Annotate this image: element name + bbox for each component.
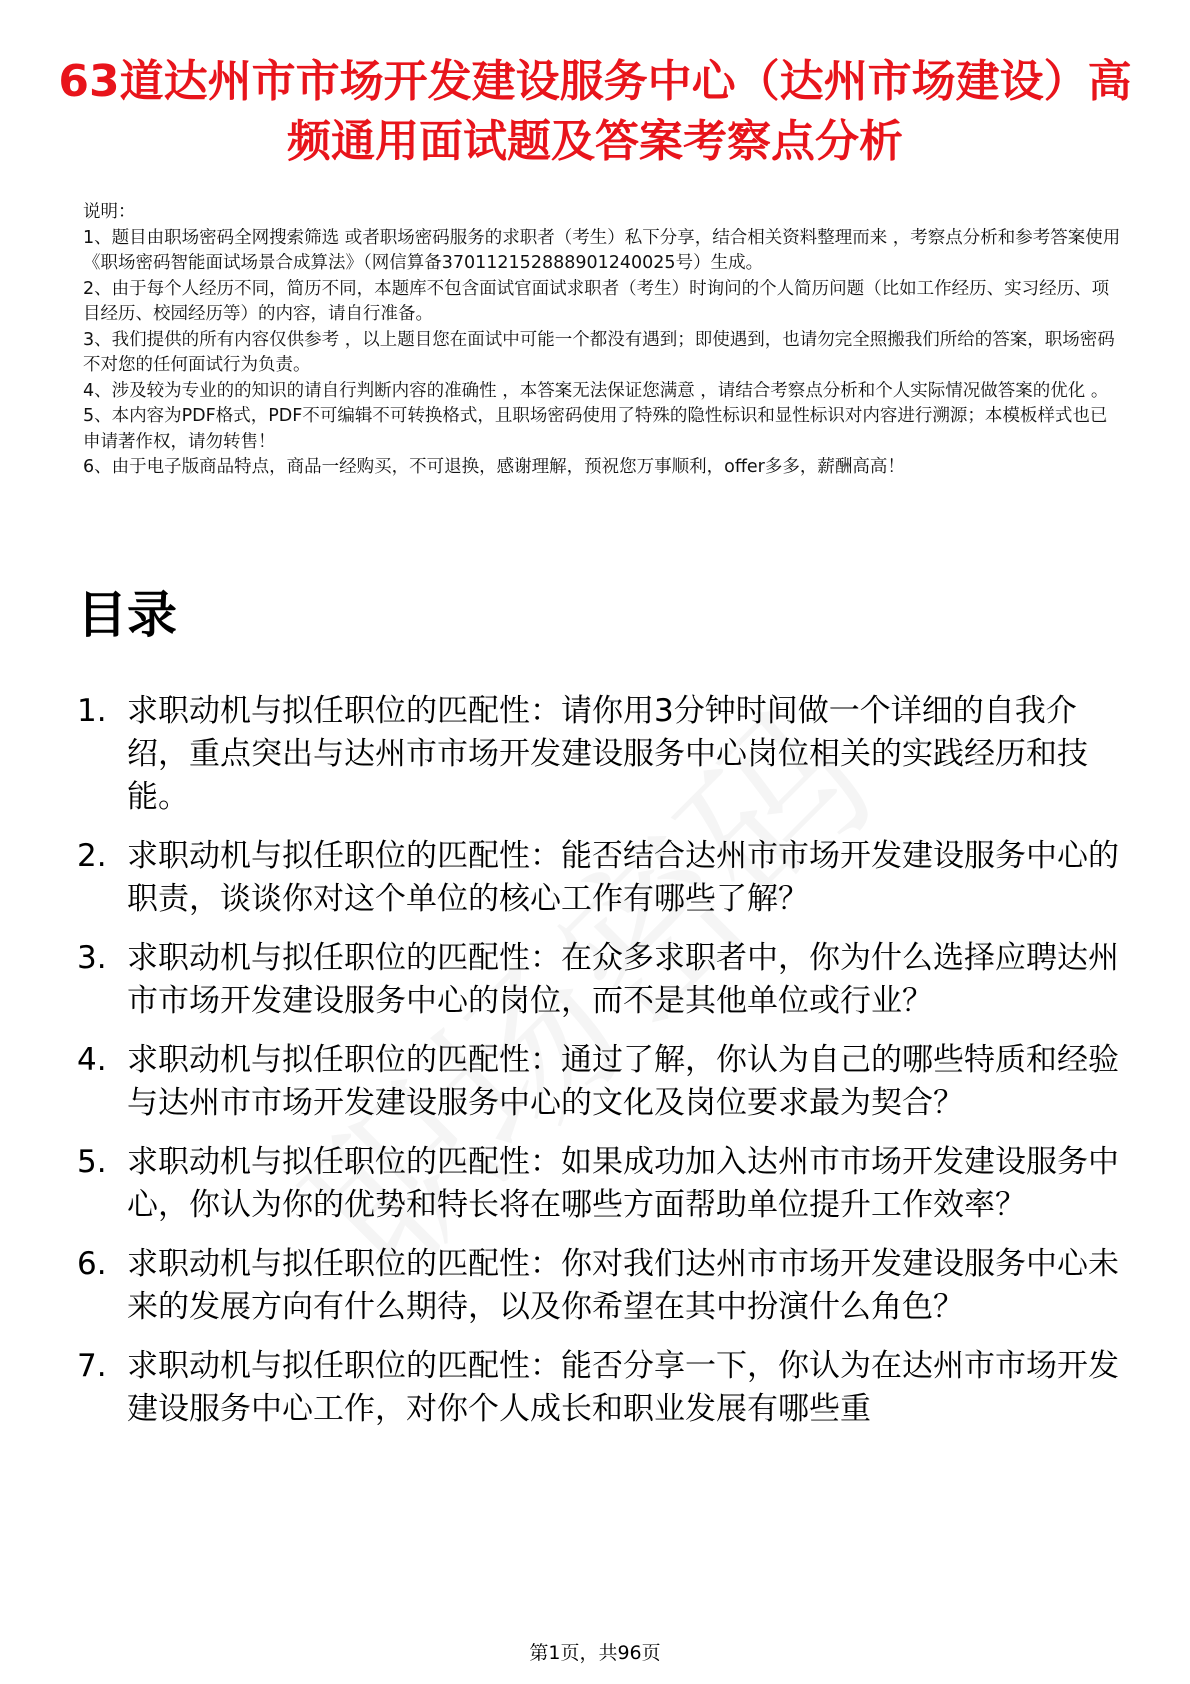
note-item: 3、我们提供的所有内容仅供参考 ，以上题目您在面试中可能一个都没有遇到；即使遇到，也请勿完全照搬我们所给的答案，职场密码不对您的任何面试行为负责。 — [83, 329, 1115, 375]
toc-item-text: 求职动机与拟任职位的匹配性：通过了解，你认为自己的哪些特质和经验与达州市市场开发建设服务中心的文化及岗位要求最为契合？ — [127, 1042, 1119, 1121]
document-title: 63道达州市市场开发建设服务中心（达州市场建设）高频通用面试题及答案考察点分析 — [58, 56, 1132, 167]
note-item: 5、本内容为PDF格式，PDF不可编辑不可转换格式，且职场密码使用了特殊的隐性标识和显性标识对内容进行溯源；本模板样式也已申请著作权，请勿转售！ — [83, 406, 1108, 452]
toc-item — [77, 690, 1127, 819]
toc-item-number: 4. — [77, 1042, 107, 1078]
toc-item-number: 7. — [77, 1348, 107, 1384]
toc-item-number: 6. — [77, 1246, 107, 1282]
note-item: 2、由于每个人经历不同，简历不同，本题库不包含面试官面试求职者（考生）时询问的个人简历问题（比如工作经历、实习经历、项目经历、校园经历等）的内容，请自行准备。 — [83, 278, 1110, 324]
toc-item-text: 求职动机与拟任职位的匹配性：能否结合达州市市场开发建设服务中心的职责，谈谈你对这个单位的核心工作有哪些了解？ — [127, 838, 1119, 917]
disclaimer-notes — [83, 200, 1123, 481]
toc-item — [77, 1345, 1127, 1431]
toc-item-text: 求职动机与拟任职位的匹配性：如果成功加入达州市市场开发建设服务中心，你认为你的优势和特长将在哪些方面帮助单位提升工作效率？ — [127, 1144, 1119, 1223]
page-footer: 第1页，共96页 — [529, 1642, 661, 1664]
toc-item — [77, 1141, 1127, 1227]
toc-item-text: 求职动机与拟任职位的匹配性：能否分享一下，你认为在达州市市场开发建设服务中心工作，对你个人成长和职业发展有哪些重 — [127, 1348, 1119, 1427]
note-item: 4、涉及较为专业的的知识的请自行判断内容的准确性 ，本答案无法保证您满意 ，请结合考察点分析和个人实际情况做答案的优化 。 — [83, 380, 1109, 401]
toc-item-number: 5. — [77, 1144, 107, 1180]
toc-item-number: 1. — [77, 693, 107, 729]
toc-item — [77, 1243, 1127, 1329]
notes-heading: 说明： — [83, 202, 136, 222]
toc-item-text: 求职动机与拟任职位的匹配性：请你用3分钟时间做一个详细的自我介绍，重点突出与达州市市场开发建设服务中心岗位相关的实践经历和技能。 — [127, 693, 1088, 815]
note-item: 1、题目由职场密码全网搜索筛选 或者职场密码服务的求职者（考生）私下分享，结合相关资料整理而来 ，考察点分析和参考答案使用《职场密码智能面试场景合成算法》（网信算备370112152888901240025号）生成。 — [83, 227, 1121, 273]
toc-item-text: 求职动机与拟任职位的匹配性：在众多求职者中，你为什么选择应聘达州市市场开发建设服务中心的岗位，而不是其他单位或行业？ — [127, 940, 1119, 1019]
toc-item-text: 求职动机与拟任职位的匹配性：你对我们达州市市场开发建设服务中心未来的发展方向有什么期待，以及你希望在其中扮演什么角色？ — [127, 1246, 1119, 1325]
toc-item — [77, 1039, 1127, 1125]
toc-item-number: 2. — [77, 838, 107, 874]
toc-item — [77, 937, 1127, 1023]
toc-item — [77, 835, 1127, 921]
toc-item-number: 3. — [77, 940, 107, 976]
note-item: 6、由于电子版商品特点，商品一经购买，不可退换，感谢理解，预祝您万事顺利，offer多多，薪酬高高！ — [83, 457, 905, 477]
table-of-contents — [77, 690, 1127, 1447]
toc-heading: 目录 — [77, 586, 177, 644]
